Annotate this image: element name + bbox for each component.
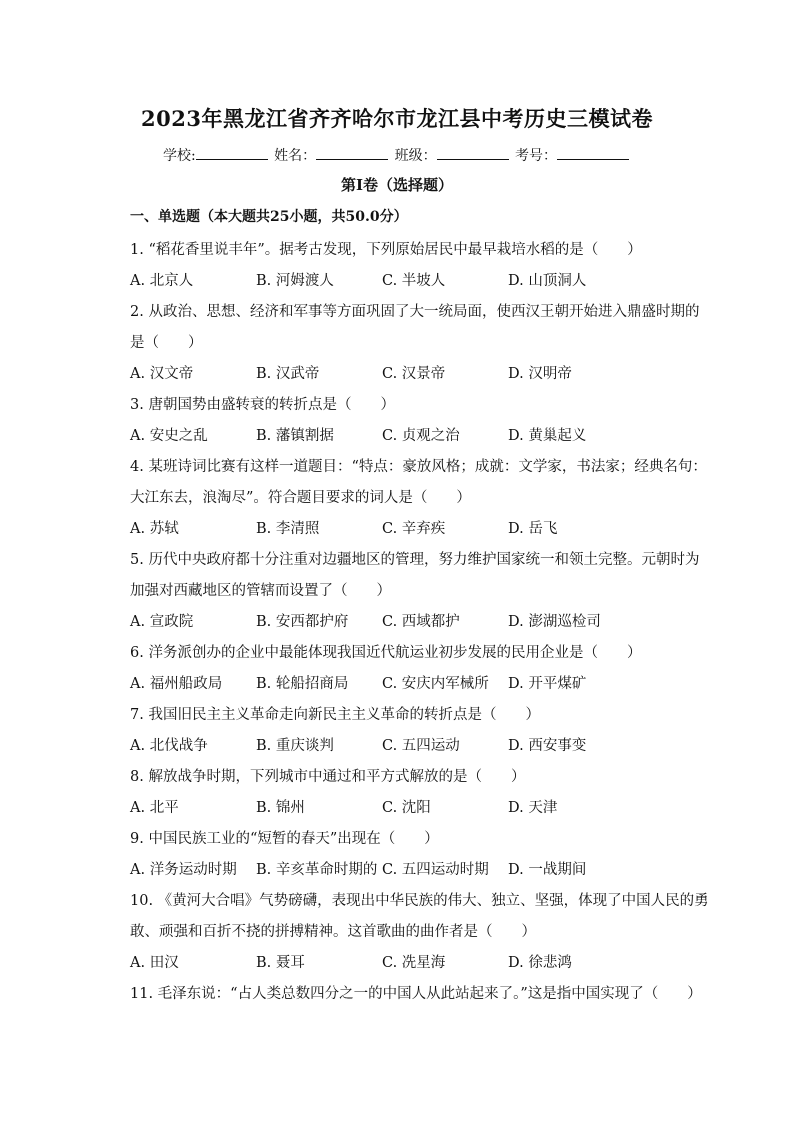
question-7-option-a[interactable]: A. 北伐战争: [130, 738, 208, 754]
question-3-option-d[interactable]: D. 黄巢起义: [508, 428, 587, 444]
question-1-option-a[interactable]: A. 北京人: [130, 273, 194, 289]
question-4-option-c[interactable]: C. 辛弃疾: [382, 521, 446, 537]
question-5-option-a[interactable]: A. 宣政院: [130, 614, 194, 630]
question-7-option-b[interactable]: B. 重庆谈判: [256, 738, 334, 754]
class-label: 班级：: [394, 148, 437, 164]
question-8-option-a[interactable]: A. 北平: [130, 800, 179, 816]
question-6-option-d[interactable]: D. 开平煤矿: [508, 676, 587, 692]
question-2-option-d[interactable]: D. 汉明帝: [508, 366, 572, 382]
question-10-line-1: 10. 《黄河大合唱》气势磅礴，表现出中华民族的伟大、独立、坚强，体现了中国人民的勇: [130, 893, 709, 909]
question-4-option-d[interactable]: D. 岳飞: [508, 521, 558, 537]
question-3-option-b[interactable]: B. 藩镇割据: [256, 428, 334, 444]
question-8-option-b[interactable]: B. 锦州: [256, 800, 305, 816]
question-5-option-d[interactable]: D. 澎湖巡检司: [508, 614, 601, 630]
question-1-line-1: 1. “稻花香里说丰年”。据考古发现，下列原始居民中最早栽培水稻的是（ ）: [130, 242, 642, 258]
student-info-row: [0, 145, 794, 165]
question-6-line-1: 6. 洋务派创办的企业中最能体现我国近代航运业初步发展的民用企业是（ ）: [130, 645, 642, 661]
question-7-option-d[interactable]: D. 西安事变: [508, 738, 587, 754]
question-10-option-a[interactable]: A. 田汉: [130, 955, 179, 971]
question-6-option-b[interactable]: B. 轮船招商局: [256, 676, 349, 692]
school-blank: [196, 147, 268, 160]
exam-number-label: 考号：: [515, 148, 558, 164]
question-3-option-a[interactable]: A. 安史之乱: [130, 428, 208, 444]
question-3-line-1: 3. 唐朝国势由盛转衰的转折点是（ ）: [130, 397, 395, 413]
name-label: 姓名：: [274, 148, 317, 164]
question-8-option-d[interactable]: D. 天津: [508, 800, 558, 816]
question-5-option-b[interactable]: B. 安西都护府: [256, 614, 349, 630]
question-9-option-d[interactable]: D. 一战期间: [508, 862, 587, 878]
question-2-line-2: 是（ ）: [130, 335, 203, 351]
question-10-option-b[interactable]: B. 聂耳: [256, 955, 305, 971]
question-7-line-1: 7. 我国旧民主主义革命走向新民主主义革命的转折点是（ ）: [130, 707, 540, 723]
question-7-option-c[interactable]: C. 五四运动: [382, 738, 460, 754]
section-heading: 一、单选题（本大题共25小题，共50.0分）: [130, 209, 408, 225]
volume-heading: 第Ⅰ卷（选择题）: [340, 176, 454, 194]
question-2-option-c[interactable]: C. 汉景帝: [382, 366, 446, 382]
question-5-option-c[interactable]: C. 西域都护: [382, 614, 460, 630]
question-2-line-1: 2. 从政治、思想、经济和军事等方面巩固了大一统局面，使西汉王朝开始进入鼎盛时期的: [130, 304, 700, 320]
school-label: 学校:: [162, 148, 196, 164]
question-6-option-c[interactable]: C. 安庆内军械所: [382, 676, 489, 692]
question-9-option-b[interactable]: B. 辛亥革命时期的: [256, 862, 378, 878]
question-9-option-c[interactable]: C. 五四运动时期: [382, 862, 489, 878]
question-10-option-d[interactable]: D. 徐悲鸿: [508, 955, 572, 971]
exam-number-blank: [557, 147, 629, 160]
question-4-option-b[interactable]: B. 李清照: [256, 521, 320, 537]
question-6-option-a[interactable]: A. 福州船政局: [130, 676, 223, 692]
question-5-line-2: 加强对西藏地区的管辖而设置了（ ）: [130, 583, 391, 599]
question-10-option-c[interactable]: C. 冼星海: [382, 955, 446, 971]
question-4-option-a[interactable]: A. 苏轼: [130, 521, 179, 537]
question-8-option-c[interactable]: C. 沈阳: [382, 800, 431, 816]
question-4-line-1: 4. 某班诗词比赛有这样一道题目：“特点：豪放风格；成就：文学家，书法家；经典名句：: [130, 459, 707, 475]
exam-title: 2023年黑龙江省齐齐哈尔市龙江县中考历史三模试卷: [141, 106, 653, 131]
question-1-option-b[interactable]: B. 河姆渡人: [256, 273, 334, 289]
question-8-line-1: 8. 解放战争时期，下列城市中通过和平方式解放的是（ ）: [130, 769, 526, 785]
question-2-option-b[interactable]: B. 汉武帝: [256, 366, 320, 382]
question-1-option-c[interactable]: C. 半坡人: [382, 273, 446, 289]
class-blank: [437, 147, 509, 160]
name-blank: [316, 147, 388, 160]
question-3-option-c[interactable]: C. 贞观之治: [382, 428, 460, 444]
question-10-line-2: 敢、顽强和百折不挠的拼搏精神。这首歌曲的曲作者是（ ）: [130, 924, 536, 940]
question-2-option-a[interactable]: A. 汉文帝: [130, 366, 194, 382]
question-4-line-2: 大江东去，浪淘尽”。符合题目要求的词人是（ ）: [130, 490, 471, 506]
question-11-line-1: 11. 毛泽东说：“占人类总数四分之一的中国人从此站起来了。”这是指中国实现了（ ）: [130, 986, 702, 1002]
question-5-line-1: 5. 历代中央政府都十分注重对边疆地区的管理，努力维护国家统一和领土完整。元朝时为: [130, 552, 700, 568]
question-1-option-d[interactable]: D. 山顶洞人: [508, 273, 587, 289]
question-9-line-1: 9. 中国民族工业的“短暂的春天”出现在（ ）: [130, 831, 439, 847]
question-9-option-a[interactable]: A. 洋务运动时期: [130, 862, 237, 878]
